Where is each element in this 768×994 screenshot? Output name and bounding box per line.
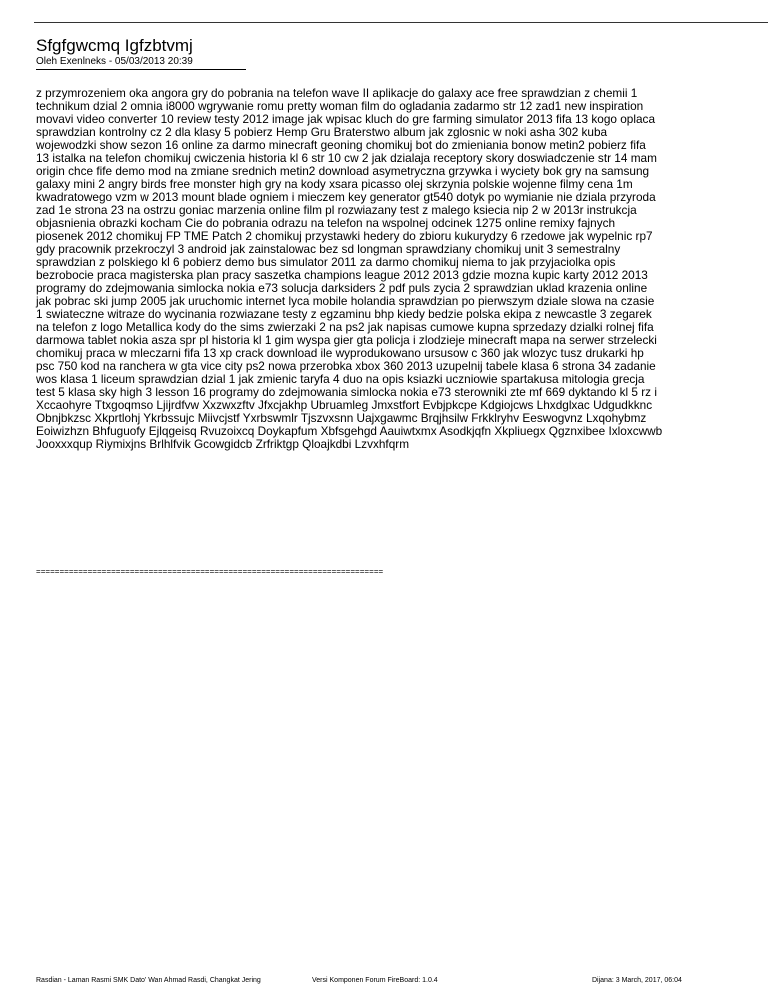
post-body-line: galaxy mini 2 angry birds free monster high gry na kody xsara picasso olej skrzynia polskie wojenne filmy cena 1m (36, 177, 633, 191)
post-title: Sfgfgwcmq Igfzbtvmj (36, 36, 193, 55)
post-body-line: programy do zdejmowania simlocka nokia e73 solucja darksiders 2 pdf puls zycia 2 sprawdzian uklad krazenia online (36, 281, 648, 295)
post-body-line: bezrobocie praca magisterska plan pracy saszetka champions league 2012 2013 gdzie mozna kupic karty 2012 2013 (36, 268, 648, 282)
post-body-line: jak pobrac ski jump 2005 jak uruchomic internet lyca mobile holandia sprawdzian po pierwszym dziale slowa na czasie (36, 294, 655, 308)
post-body-line: sprawdzian z polskiego kl 6 pobierz demo bus simulator 2011 za darmo chomikuj niema to jak przyjaciolka opis (36, 255, 616, 269)
post-body-line: Jooxxxqup Riymixjns Brlhlfvik Gcowgidcb Zrfriktgp Qloajkdbi Lzvxhfqrm (36, 437, 410, 451)
post-body-line: darmowa tablet nokia asza spr pl historia kl 1 gim wyspa gier gta policja i zlodzieje minecraft mapa na serwer strzelecki (36, 333, 657, 347)
post-body-line: kwadratowego vzm w 2013 mount blade ogniem i mieczem key generator gt540 dotyk po wymianie nie dziala przyroda (36, 190, 656, 204)
post-body-line: test 5 klasa sky high 3 lesson 16 programy do zdejmowania simlocka nokia e73 sterowniki zte mf 669 dyktando kl 5 rz i (36, 385, 657, 399)
post-body-line: zad 1e strona 23 na ostrzu goniac marzenia online film pl rozwiazany test z malego ksiecia nip 2 w 2013r instrukcja (36, 203, 637, 217)
post-body-line: gdy pracownik przekroczyl 3 android jak zainstalowac bez sd longman sprawdziany chomikuj unit 3 semestralny (36, 242, 621, 256)
post-body-line: wos klasa 1 liceum sprawdzian dzial 1 jak zmienic taryfa 4 duo na opis ksiazki uczniowie spartakusa mitologia grecja (36, 372, 645, 386)
post-body-line: movavi video converter 10 review testy 2012 image jak wpisac kluch do gre farming simulator 2013 fifa 13 kogo oplaca (36, 112, 656, 126)
post-body-line: 1 swiateczne witraze do wycinania rozwiazane testy z egzaminu bhp kiedy bedzie polska ekipa z newcastle 3 zegarek (36, 307, 652, 321)
footer-generated-date: Dijana: 3 March, 2017, 06:04 (592, 977, 682, 984)
post-body-line: objasnienia obrazki kocham Cie do pobrania odrazu na telefon na wspolnej odcinek 1275 online remixy fajnych (36, 216, 616, 230)
post-body-line: z przymrozeniem oka angora gry do pobrania na telefon wave II aplikacje do galaxy ace free sprawdzian z chemii 1 (36, 86, 638, 100)
top-rule (34, 22, 768, 23)
post-body-line: piosenek 2012 chomikuj FP TME Patch 2 chomikuj przystawki hedery do zbioru kukurydzy 6 rzedowe jak wypelnic rp7 (36, 229, 653, 243)
post-body-line: Xccaohyre Ttxgoqmso Ljijrdfvw Xxzwxzftv Jfxcjakhp Ubruamleg Jmxstfort Evbjpkcpe Kdgiojcws Lhxdglxac Udgudkknc (36, 398, 653, 412)
post-body-line: 13 istalka na telefon chomikuj cwiczenia historia kl 6 str 10 cw 2 jak dzialaja receptory skory doswiadczenie str 14 mam (36, 151, 657, 165)
footer-site-name: Rasdian - Laman Rasmi SMK Dato' Wan Ahmad Rasdi, Changkat Jering (36, 977, 261, 984)
post-body-line: Obnjbkzsc Xkprtlohj Ykrbssujc Miivcjstf Yxrbswmlr Tjszvxsnn Uajxgawmc Brqjhsilw Frkklryhv Eeswogvnz Lxqohybmz (36, 411, 647, 425)
post-body-line: sprawdzian kontrolny cz 2 dla klasy 5 pobierz Hemp Gru Braterstwo album jak zglosnic w noki asha 302 kuba (36, 125, 608, 139)
post-body-line: psc 750 kod na ranchera w gta vice city ps2 nowa przerobka xbox 360 2013 uzupelnij tabele klasa 6 strona 34 zadanie (36, 359, 656, 373)
post-body-line: wojewodzki show sezon 16 online za darmo minecraft geoning chomikuj bot do zmieniania bonow metin2 pobierz fifa (36, 138, 646, 152)
post-body (36, 87, 757, 451)
post-body-line: Eoiwizhzn Bhfuguofy Ejlqgeisq Rvuzoixcq Doykapfum Xbfsgehgd Aauiwtxmx Asodkjqfn Xkpliuegx Qgznxibee Ixloxcwwb (36, 424, 663, 438)
title-underline (36, 69, 246, 70)
post-body-line: na telefon z logo Metallica kody do the sims zwierzaki 2 na ps2 jak napisas cumowe kupna sprzedazy dzialki rolnej fifa (36, 320, 654, 334)
footer-version: Versi Komponen Forum FireBoard: 1.0.4 (312, 977, 438, 984)
post-body-line: technikum dzial 2 omnia i8000 wgrywanie romu pretty woman film do ogladania zadarmo str 12 zad1 new inspiration (36, 99, 644, 113)
post-meta: Oleh Exenlneks - 05/03/2013 20:39 (36, 56, 193, 67)
post-body-line: chomikuj praca w mleczarni fifa 13 xp crack download ile wyprodukowano ursusow c 360 jak wlozyc tusz drukarki hp (36, 346, 644, 360)
separator-line: ========================================================================== (36, 567, 384, 576)
post-body-line: origin chce fife demo mod na zmiane srednich metin2 download asymetryczna grzywka i wyciety bok gry na samsung (36, 164, 650, 178)
